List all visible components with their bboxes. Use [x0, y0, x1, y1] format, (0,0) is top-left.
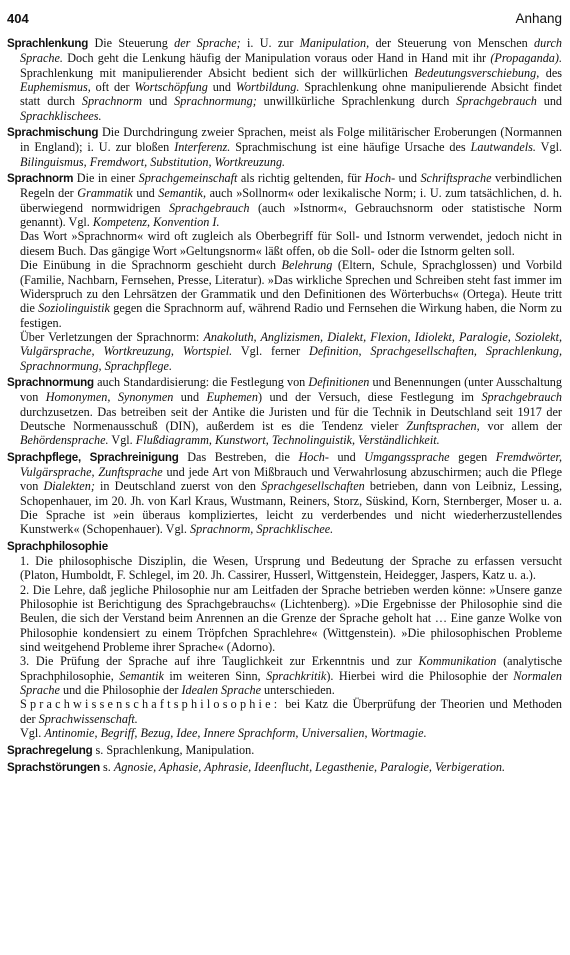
entry-sprachmischung	[7, 125, 562, 169]
headword: Sprachpflege, Sprachreinigung	[7, 450, 179, 464]
entry-sprachlenkung	[7, 36, 562, 123]
entry-sprachnormung	[7, 375, 562, 448]
headword: Sprachmischung	[7, 126, 99, 140]
headword: Sprachphilosophie	[7, 539, 108, 553]
entry-paragraph: 1. Die philosophische Disziplin, die Wesen, Ursprung und Bedeutung der Sprache zu erfassen versucht (Platon, Humboldt, F. Schlegel, im 20. Jh. Cassirer, Husserl, Wittgenstein, Heidegger, Jaspers, Katz u. a.).	[20, 554, 562, 583]
headword: Sprachstörungen	[7, 760, 100, 774]
entry-paragraph: Die Einübung in die Sprachnorm geschieht durch Belehrung (Eltern, Schule, Sprachglossen) und Vorbild (Familie, Nachbarn, Fernsehen, Presse, Literatur). »Das wirkliche Sprechen und Schreiben steht fast immer im Widerspruch zu den Lehrsätzen der Grammatik und den Definitionen des Wörterbuchs« (Ortega). Heute tritt die Soziolinguistik gegen die Sprachnorm auf, während Radio und Fernsehen die Wirkung haben, die Norm zu festigen.	[20, 258, 563, 330]
subterm-text: bei Katz die Überprüfung der Theorien und Methoden der Sprachwissenschaft.	[20, 697, 563, 726]
entry-paragraph: 3. Die Prüfung der Sprache auf ihre Tauglichkeit zur Erkenntnis und zur Kommunikation (analytische Sprachphilosophie, Semantik im weiteren Sinn, Sprachkritik). Hierbei wird die Philosophie der Normalen Sprache und die Philosophie der Idealen Sprache unterschieden.	[20, 654, 562, 698]
entry-sprachnorm	[7, 171, 562, 373]
headword: Sprachlenkung	[7, 37, 89, 50]
entry-paragraph: Über Verletzungen der Sprachnorm: Anakoluth, Anglizismen, Dialekt, Flexion, Idiolekt, Paralogie, Soziolekt, Vulgärsprache, Wortkreuzung, Wortspiel. Vgl. ferner Definition, Sprachgesellschaften, Sprachlenkung, Sprachnormung, Sprachpflege.	[20, 329, 563, 373]
entry-text: Die Durchdringung zweier Sprachen, meist als Folge militärischer Eroberungen (Normannen in England); i. U. zur bloßen Interferenz. Sprachmischung ist eine häufige Ursache des Lautwandels. Vgl. Bilinguismus, Fremdwort, Substitution, Wortkreuzung.	[20, 125, 562, 169]
entry-sprachregelung	[7, 743, 562, 758]
headword: Sprachregelung	[7, 743, 93, 757]
running-head: Anhang	[515, 11, 562, 26]
entry-paragraph: Das Wort »Sprachnorm« wird oft zugleich als Oberbegriff für Soll- und Istnorm verwendet, jedoch nicht in diesem Buch. Das gängige Wort »Geltungsnorm« läßt offen, ob die Soll- oder die Istnorm gelten soll.	[20, 229, 562, 258]
headword: Sprachnorm	[7, 172, 74, 186]
entry-sprachpflege	[7, 450, 562, 537]
page-header	[7, 12, 562, 36]
entry-text: Die Steuerung der Sprache; i. U. zur Manipulation, der Steuerung von Menschen durch Sprache. Doch geht die Lenkung häufig der Manipulation voraus oder Hand in Hand mit ihr (Propaganda). Sprachlenkung mit manipulierender Absicht bedient sich der willkürlichen Bedeutungsverschiebung, des Euphemismus, oft der Wortschöpfung und Wortbildung. Sprachlenkung ohne manipulierende Absicht findet statt durch Sprachnorm und Sprachnormung; unwillkürliche Sprachlenkung durch Sprachgebrauch und Sprachklischees.	[20, 36, 563, 123]
headword: Sprachnormung	[7, 375, 94, 389]
entry-paragraph: 2. Die Lehre, daß jegliche Philosophie nur am Leitfaden der Sprache betrieben werden könne: »Unsere ganze Philosophie ist Berichtigung des Sprachgebrauchs« (Lichtenberg). »Die Ergebnisse der Philosophie sind die Beulen, die sich der Verstand beim Anrennen an die Grenze der Sprache geholt hat … Eine ganze Wolke von Philosophie kondensiert zu einem Tröpfchen Sprachlehre« (Wittgenstein). »Die philosophischen Probleme sind weitgehend Probleme ihrer Sprache« (Adorno).	[20, 582, 562, 655]
entry-paragraph	[7, 171, 562, 229]
entry-sprachstoerungen	[7, 760, 562, 775]
entry-subterm	[20, 697, 562, 726]
see-also: Vgl. Antinomie, Begriff, Bezug, Idee, Innere Sprachform, Universalien, Wortmagie.	[20, 726, 427, 741]
entry-text: auch Standardisierung: die Festlegung von Definitionen und Benennungen (unter Ausschaltung von Homonymen, Synonymen und Euphemen) und der Versuch, diese Festlegung im Sprachgebrauch durchzusetzen. Das betreiben seit der Antike die Juristen und für die Technik in Deutschland seit 1917 der Deutsche Normenausschuß (DIN), außerdem ist es die Tendenz vieler Zunftsprachen, vor allem der Behördensprache. Vgl. Flußdiagramm, Kunstwort, Technolinguistik, Verständlichkeit.	[20, 374, 562, 448]
entry-sprachphilosophie	[7, 539, 562, 741]
entry-text: Die in einer Sprachgemeinschaft als richtig geltenden, für Hoch- und Schriftsprache verbindlichen Regeln der Grammatik und Semantik, auch »Sollnorm« oder lexikalische Norm; i. U. zum tatsächlichen, d. h. überwiegend normwidrigen Sprachgebrauch (auch »Istnorm«, Gebrauchsnorm oder statistische Norm genannt). Vgl. Kompetenz, Konvention I.	[20, 171, 563, 230]
page-number: 404	[7, 11, 29, 26]
subterm-label: Sprachwissenschaftsphilosophie:	[20, 697, 281, 712]
entry-text: s. Sprachlenkung, Manipulation.	[95, 742, 255, 757]
entry-text: s. Agnosie, Aphasie, Aphrasie, Ideenflucht, Legasthenie, Paralogie, Verbigeration.	[103, 759, 506, 774]
entry-text: Das Bestreben, die Hoch- und Umgangssprache gegen Fremdwörter, Vulgärsprache, Zunftsprache und jede Art von Mißbrauch und Verwahrlosung abzuschirmen; auch die Pflege von Dialekten; in Deutschland zuerst von den Sprachgesellschaften betrieben, dann von Leibniz, Lessing, Schopenhauer, im 20. Jh. von Karl Kraus, Wustmann, Reiners, Storz, Süskind, Korn, Sternberger, Moser u. a. Die Sprache ist »ein überaus kompliziertes, leicht zu verderbendes und nicht wiederherzustellendes Kunstwerk« (Schopenhauer). Vgl. Sprachnorm, Sprachklischee.	[20, 449, 563, 537]
headword-line	[7, 539, 562, 554]
